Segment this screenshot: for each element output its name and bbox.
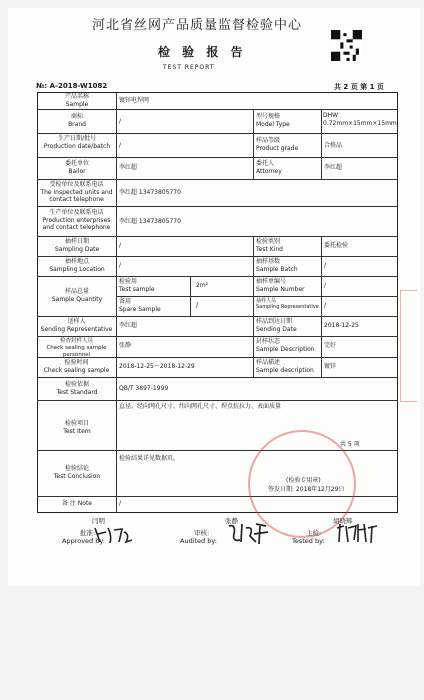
side-seal	[400, 290, 417, 402]
issue-date: 签发日期: 2018年12月29日	[268, 486, 345, 493]
tested-signature	[334, 520, 380, 546]
approved-signature	[92, 524, 136, 546]
sampling-rep-label: 抽样人员 Sampling Representative	[256, 298, 319, 311]
spare-sample-value: /	[196, 302, 199, 309]
qr-code-icon	[331, 30, 362, 61]
audited-name: 张静	[225, 517, 238, 525]
producer-label: 生产单位及联系电话 Production enterprises and contact telephone	[42, 209, 111, 231]
sending-date-value: 2018-12-25	[324, 322, 359, 329]
test-kind-label: 检验类别 Test Kind	[256, 238, 283, 253]
spare-sample-label: 备用 Spare Sample	[119, 298, 161, 313]
sending-date-label: 样品到达日期 Sending Date	[256, 318, 297, 333]
brand-value: /	[119, 118, 122, 125]
sample-state-label: 封样状态 Sample Description	[256, 338, 315, 353]
sampling-rep-value: /	[324, 302, 327, 309]
model-value: DHW 0.72mm×15mm×15mm	[323, 112, 397, 127]
conclusion-label: 检验结论 Test Conclusion	[53, 465, 101, 480]
sample-label: 产品名称 Sample	[64, 93, 89, 108]
model-label: 型号规格 Model Type	[256, 113, 290, 128]
grade-value: 合格品	[324, 142, 343, 149]
note-value: /	[119, 500, 122, 507]
report-title-en: TEST REPORT	[163, 64, 215, 71]
bailor-value: 李红超	[119, 164, 138, 171]
grade-label: 样品等级 Product grade	[256, 137, 299, 152]
report-title: 检 验 报 告	[158, 45, 247, 59]
standard-value: QB/T 3897-1999	[119, 385, 169, 392]
test-kind-value: 委托检验	[324, 242, 349, 249]
test-item-value: 直径、经向网孔尺寸、纬向网孔尺寸、焊点抗拉力、表面质量	[119, 403, 282, 410]
tested-label: 主检: Tested by:	[292, 529, 325, 545]
conclusion-value: 检验结果详见数据页。	[119, 455, 180, 462]
page-count: 共 2 页 第 1 页	[334, 83, 384, 91]
approved-name: 闫明	[92, 517, 105, 525]
sample-description-value: 镀锌	[324, 363, 337, 370]
producer-value: 李红超 13473805770	[119, 218, 181, 225]
prod-date-label: 生产日期/批号 Production date/batch	[43, 135, 111, 150]
note-label: 备 注 Note	[61, 500, 93, 507]
seal-note: (检验专用章)	[286, 477, 321, 484]
sample-number-value: /	[324, 282, 327, 289]
test-item-label: 检验项目 Test Item	[63, 420, 91, 435]
test-sample-label: 检验用 Test sample	[119, 278, 155, 293]
tested-name: 胡晓辉	[333, 517, 353, 525]
sample-batch-value: /	[324, 262, 327, 269]
sampling-location-label: 抽样地点 Sampling Location	[49, 258, 105, 273]
check-personnel-value: 张静	[119, 342, 132, 349]
sampling-location-value: /	[119, 262, 122, 269]
audited-label: 审核: Audited by:	[180, 529, 217, 545]
sample-state-value: 完好	[324, 342, 337, 349]
test-item-count: 共 5 项	[340, 441, 360, 448]
test-sample-value: 2m²	[196, 282, 209, 289]
bailor-label: 委托单位 Bailor	[64, 160, 89, 175]
sample-value: 镀锌电焊网	[119, 97, 150, 104]
standard-label: 检验依据 Test Standard	[56, 381, 98, 396]
check-date-label: 检验时间 Check sealing sample	[43, 359, 110, 374]
org-name: 河北省丝网产品质量监督检验中心	[92, 18, 303, 33]
sample-description-label: 样品描述 Sample description	[256, 359, 314, 374]
sample-batch-label: 抽样基数 Sample Batch	[256, 258, 298, 273]
approved-label: 批准: Approved by:	[62, 529, 105, 545]
inspected-label: 受检单位及联系电话 The inspected units and contact telephone	[40, 181, 113, 203]
quantity-label: 样品总量 Sample Quantity	[51, 288, 103, 303]
sending-rep-label: 送样人 Sending Representative	[40, 318, 113, 333]
check-date-value: 2018-12-25～2018-12-29	[119, 363, 195, 370]
attorney-label: 委托人 Attorney	[256, 160, 282, 175]
brand-label: 商标 Brand	[68, 113, 86, 128]
sending-rep-value: 李红超	[119, 322, 138, 329]
attorney-value: 李红超	[324, 164, 343, 171]
check-personnel-label: 检查封样人员 Check sealing sample personnel	[46, 338, 107, 358]
sample-number-label: 抽样单编号 Sample Number	[256, 278, 305, 293]
inspected-value: 李红超 13473805770	[119, 189, 181, 196]
report-number: №: A-2018-W1082	[36, 82, 108, 90]
audited-signature	[226, 520, 270, 546]
sampling-date-value: /	[119, 242, 122, 249]
sampling-date-label: 抽样日期 Sampling Date	[54, 238, 100, 253]
prod-date-value: /	[119, 142, 122, 149]
